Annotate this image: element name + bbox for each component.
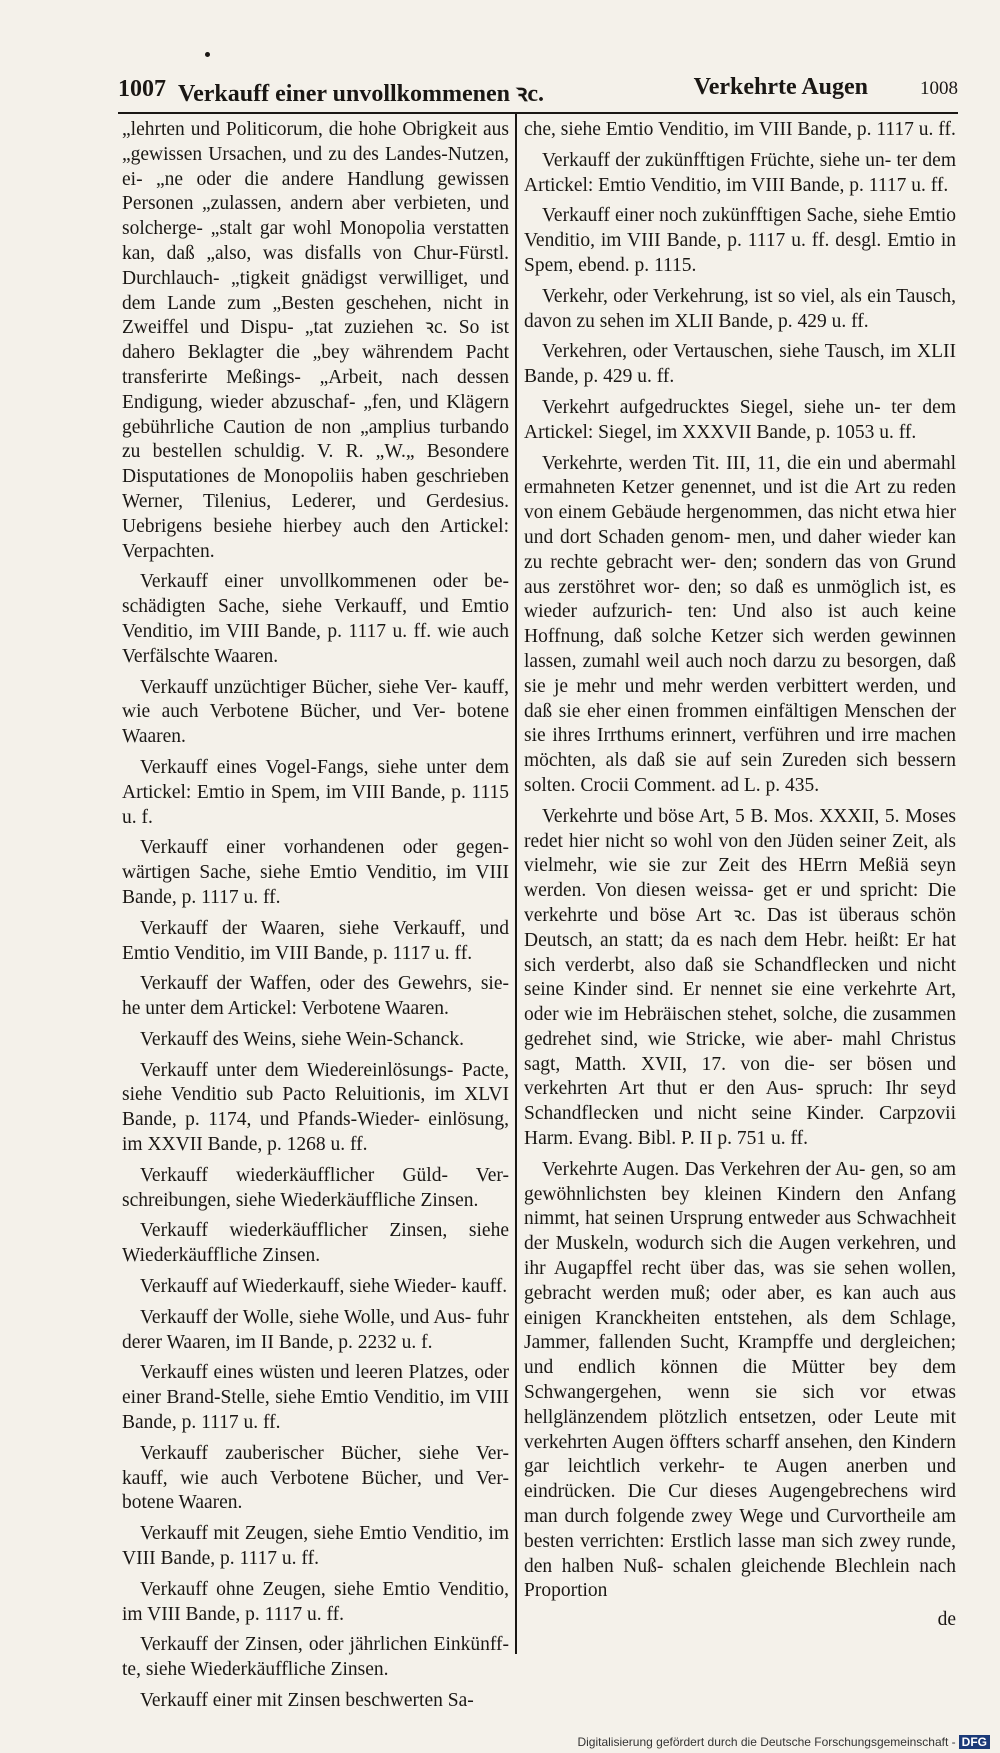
dictionary-entry: Verkehrte Augen. Das Verkehren der Au- gen, so am gewöhnlichsten bey kleinen Kindern den Anfang nimmt, hat seinen Ursprung entweder aus Schwachheit der Muskeln, wodurch sich die Augen verkehren, und ihr Augapffel recht über das, was sie sehen wollen, gebracht werden muß; oder aber, es kan auch aus einigen Kranckheiten entstehen, als dem Schlage, Jammer, fallenden Sucht, Krampffe und dergleichen; und endlich können die Mütter bey dem Schwangergehen, wenn sie sich vor etwas hellglänzendem plötzlich entsetzen, oder Leute mit verkehrten Augen öffters scharff ansehen, den Kindern gar leichtlich verkehr- te Augen anerben und eindrücken. Die Cur dieses Augengebrechens wird man durch folgende zwey Wege und Curvortheile am besten verrichten: Erstlich lasse man sich zwey runde, den halben Nuß- schalen gleichende Blechlein nach Proportion xyxy=(524,1158,956,1602)
dictionary-entry: Verkauff einer vorhandenen oder gegen- wärtigen Sache, siehe Emtio Venditio, im VIII Bande, p. 1117 u. ff. xyxy=(122,837,509,908)
dictionary-entry: Verkauff des Weins, siehe Wein-Schanck. xyxy=(140,1028,464,1050)
entry-continuation: „lehrten und Politicorum, die hohe Obrigkeit aus „gewissen Ursachen, und zu des Landes-Nutzen, ei- „ne oder die andere Handlung gewissen Personen „zulassen, andern aber verbieten, und solcherge- „stalt gar wohl Monopolia verstatten kan, daß „also, was disfalls von Chur-Fürstl. Durchlauch- „tigkeit gnädigst verwilliget, und dem Lande zum „Besten geschehen, nicht in Zweiffel und Dispu- „tat zuziehen ꝛc. So ist dahero Beklagter die „bey währendem Pacht transferirte Meßings- „Arbeit, nach dessen Endigung, wieder abzuschaf- „fen, und Klägern gebührliche Caution de non „amplius turbando zu bestellen schuldig. V. R. „W.„ Besondere Disputationes de Monopoliis haben geschrieben Werner, Tilenius, Lederer, und Gerdesius. Uebrigens besiehe hierbey auch den Artickel: Verpachten. xyxy=(122,119,509,562)
dictionary-entry: Verkehrte, werden Tit. III, 11, die ein und abermahl ermahneten Ketzer genennet, und ist die Art zu reden von einem Gebäude hergenommen, das nicht etwa hier und dort Schaden genom- men, und daher wieder kan zu rechte gebracht wer- den; sondern das von Grund aus zerstöhret wor- den; so daß es unmöglich ist, es wieder aufzurich- ten: Und also ist auch keine Hoffnung, daß solche Ketzer sich werden gewinnen lassen, zumahl weil auch noch darzu zu besorgen, daß sie je mehr und mehr werden verbittert werden, und daß sie eher einen frommen einfältigen Menschen der sie ihres Irrthums erinnert, verführen und irre machen möchten, als daß sie auf sein Zureden sich bessern solten. Crocii Comment. ad L. p. 435. xyxy=(524,452,956,796)
page-number-left: 1007 xyxy=(118,76,166,102)
catchword: de xyxy=(937,1609,956,1631)
dictionary-entry: Verkauff der Waffen, oder des Gewehrs, sie- he unter dem Artickel: Verbotene Waaren. xyxy=(122,973,509,1020)
dictionary-entry: Verkauff einer unvollkommenen oder be- schädigten Sache, siehe Verkauff, und Emtio Venditio, im VIII Bande, p. 1117 u. ff. wie auch Verfälschte Waaren. xyxy=(122,571,509,667)
dictionary-entry: Verkauff einer noch zukünfftigen Sache, siehe Emtio Venditio, im VIII Bande, p. 1117 u. ff. desgl. Emtio in Spem, ebend. p. 1115. xyxy=(524,205,956,276)
dictionary-entry: Verkehrt aufgedrucktes Siegel, siehe un- ter dem Artickel: Siegel, im XXXVII Bande, p. 1053 u. ff. xyxy=(524,396,956,443)
dictionary-entry: Verkauff auf Wiederkauff, siehe Wieder- kauff. xyxy=(140,1276,508,1298)
running-title-left: Verkauff einer unvollkommenen ꝛc. xyxy=(178,81,545,107)
dictionary-entry: Verkauff eines wüsten und leeren Platzes, oder einer Brand-Stelle, siehe Emtio Venditio, im VIII Bande, p. 1117 u. ff. xyxy=(122,1362,509,1434)
dictionary-entry: Verkauff ohne Zeugen, siehe Emtio Venditio, im VIII Bande, p. 1117 u. ff. xyxy=(122,1578,509,1625)
dictionary-entry: Verkauff wiederkäufflicher Güld- Ver- schreibungen, siehe Wiederkäuffliche Zinsen. xyxy=(122,1164,509,1211)
ink-speck xyxy=(205,52,210,57)
dictionary-entry: Verkauff der Wolle, siehe Wolle, und Aus- fuhr derer Waaren, im II Bande, p. 2232 u. f. xyxy=(122,1306,509,1353)
dictionary-entry: Verkauff der Waaren, siehe Verkauff, und Emtio Venditio, im VIII Bande, p. 1117 u. ff. xyxy=(122,917,509,964)
running-title-right: Verkehrte Augen xyxy=(693,74,868,100)
column-rule xyxy=(515,114,517,1654)
dictionary-entry: Verkehr, oder Verkehrung, ist so viel, als ein Tausch, davon zu sehen im XLII Bande, p. 429 u. ff. xyxy=(524,285,956,332)
header-rule xyxy=(118,112,958,114)
running-header xyxy=(118,68,958,112)
page-number-right: 1008 xyxy=(920,78,958,99)
entry-continuation: che, siehe Emtio Venditio, im VIII Bande, p. 1117 u. ff. xyxy=(524,119,956,140)
dictionary-entry: Verkauff der zukünfftigen Früchte, siehe un- ter dem Artickel: Emtio Venditio, im VIII Bande, p. 1117 u. ff. xyxy=(524,149,956,196)
dictionary-entry: Verkauff eines Vogel-Fangs, siehe unter dem Artickel: Emtio in Spem, im VIII Bande, p. 1115 u. f. xyxy=(122,756,509,828)
digitization-footer xyxy=(577,1735,990,1749)
left-column xyxy=(122,118,509,1720)
dictionary-entry: Verkauff mit Zeugen, siehe Emtio Venditio, im VIII Bande, p. 1117 u. ff. xyxy=(122,1523,509,1570)
dictionary-entry: Verkauff unzüchtiger Bücher, siehe Ver- kauff, wie auch Verbotene Bücher, und Ver- botene Waaren. xyxy=(122,676,509,748)
dictionary-entry: Verkauff zauberischer Bücher, siehe Ver- kauff, wie auch Verbotene Bücher, und Ver- botene Waaren. xyxy=(122,1442,509,1514)
dictionary-entry: Verkehrte und böse Art, 5 B. Mos. XXXII, 5. Moses redet hier nicht so wohl von den Jüden seiner Zeit, als vielmehr, wie sie zur Zeit des HErrn Meßiä seyn werden. Von diesen weissa- get er und spricht: Die verkehrte und böse Art ꝛc. Das ist überaus schön Deutsch, an statt; da es nach dem Hebr. heißt: Er hat sich verderbt, also daß sie Schandflecken und nicht seine Kinder sind. Er nennet sie eine verkehrte Art, oder wie im Hebräischen stehet, solche, die zusammen gedrehet sind, wie Stricke, wie aber- mahl Christus sagt, Matth. XVII, 17. von die- ser bösen und verkehrten Art thut er den Aus- spruch: Ihr seyd Schandflecken und nicht seine Kinder. Carpzovii Harm. Evang. Bibl. P. II p. 751 u. ff. xyxy=(524,805,956,1150)
dictionary-entry: Verkauff unter dem Wiedereinlösungs- Pacte, siehe Venditio sub Pacto Reluitionis, im XLVI Bande, p. 1174, und Pfands-Wieder- einlösung, im XXVII Bande, p. 1268 u. ff. xyxy=(122,1059,509,1156)
footer-text: Digitalisierung gefördert durch die Deutsche Forschungsgemeinschaft - xyxy=(577,1735,956,1749)
right-column xyxy=(524,118,956,1633)
dictionary-entry: Verkauff der Zinsen, oder jährlichen Einkünff- te, siehe Wiederkäuffliche Zinsen. xyxy=(122,1634,509,1681)
dictionary-entry: Verkehren, oder Vertauschen, siehe Tausch, im XLII Bande, p. 429 u. ff. xyxy=(524,341,956,388)
dictionary-entry: Verkauff wiederkäufflicher Zinsen, siehe Wiederkäuffliche Zinsen. xyxy=(122,1220,509,1267)
dfg-logo: DFG xyxy=(959,1735,990,1749)
dictionary-entry: Verkauff einer mit Zinsen beschwerten Sa- xyxy=(140,1690,474,1712)
